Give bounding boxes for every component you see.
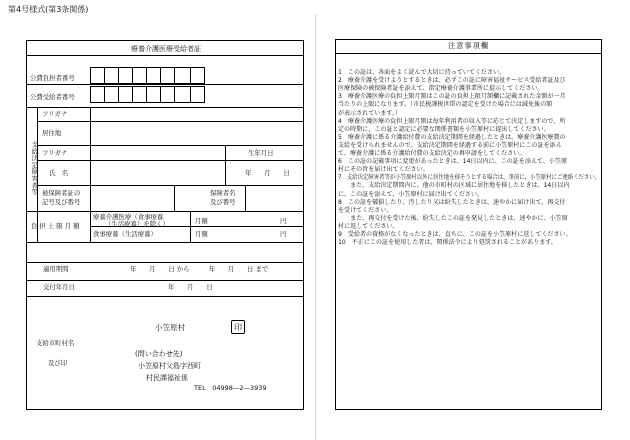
page-fold-line	[315, 14, 316, 440]
row-divider	[38, 121, 304, 122]
note-line: 当たりの上限になります。（市民税課税世帯の認定を受けた場合には減免後の額	[338, 101, 553, 109]
birthdate-value: 年 月 日	[245, 169, 290, 177]
yen-label: 円	[280, 217, 287, 225]
contact-heading: (問い合わせ先)	[135, 350, 183, 358]
note-line: 6 この証の記載事項に変更があったときは、14日以内に、この証を添えて、小笠原	[338, 158, 568, 166]
application-period-value: 年 月 日 から 年 月 日 まで	[130, 265, 269, 273]
issue-date-value: 年 月 日	[168, 283, 213, 291]
note-line: 村に返してください。	[338, 222, 399, 230]
monthly-label: 月額	[195, 217, 208, 225]
limit-medical-label: （生活療養）を除く）	[105, 220, 169, 228]
note-line: 7 支給決定障害者等が小笠原村以外に居住地を移そうとする場合は、事前に、小笠原村にご連絡ください。	[338, 174, 601, 182]
birthdate-label: 生年月日	[248, 149, 274, 157]
application-period-label: 適用期間	[43, 265, 69, 273]
municipality-label: 支給市町村名	[36, 339, 75, 347]
contact-address: 小笠原村父島字西町	[138, 362, 201, 370]
contact-phone: TEL 04998―2―3939	[194, 384, 267, 392]
row-divider	[26, 296, 304, 297]
note-line: 2 療養介護を受けようとするときは、必ずこの証に障害福祉サービス受給者証及び	[338, 77, 566, 85]
side-label-recipient: 支給決定障害者等	[30, 141, 38, 196]
row-divider	[26, 107, 304, 108]
insurer-column-divider	[174, 185, 175, 211]
row-divider	[38, 160, 304, 161]
note-line: て、療養介護に係る介護給付費の支給決定の再申請をしてください。	[338, 150, 526, 157]
note-line: 1 この証は、各面をよく読んで大切に持っていてください。	[338, 69, 506, 76]
insured-card-label: 記号及び番号	[42, 198, 81, 206]
insurer-name-label: 及び番号	[210, 198, 236, 206]
yen-label: 円	[280, 230, 287, 238]
limit-meal-label: 食事療養（生活療養）	[93, 230, 157, 238]
row-divider	[26, 262, 304, 263]
certificate-title: 療養介護医療受給者証	[131, 45, 201, 53]
note-line: に、この証を添えて、小笠原村に届け出てください。	[338, 190, 484, 198]
note-line: を受けてください。	[338, 206, 393, 214]
issue-date-label: 交付年月日	[43, 283, 75, 291]
note-line: 5 療養介護に係る介護給付費の支給決定期間を経過したときは、療養介護医療費の	[338, 133, 566, 141]
note-line: 定の時期に、この証と認定に必要な関係書類を小笠原村に提出してください。	[338, 125, 550, 133]
public-payer-number-boxes	[90, 67, 205, 84]
note-line: 8 この証を破損したり、汚したり又は紛失したときは、速やかに届け出て、再交付	[338, 198, 566, 206]
note-line: また、再交付を受けた後、紛失したこの証を発見したときは、速やかに、小笠原	[338, 214, 568, 222]
name-label: 氏 名	[49, 169, 69, 177]
monthly-label: 月額	[195, 230, 208, 238]
contact-department: 村民課福祉係	[146, 374, 188, 382]
row-divider	[26, 84, 304, 85]
note-line: 4 療養介護医療の負担上限月額は毎年利用者の収入等に応じて決定しますので、所	[338, 117, 566, 125]
note-line: 支給を受けられませんので、支給決定期間を経過する前に小笠原村にこの証を添え	[338, 141, 562, 149]
birthdate-column-divider	[225, 145, 226, 185]
address-label: 居住地	[42, 129, 62, 137]
row-divider	[26, 242, 304, 243]
furigana-label: フリガナ	[42, 110, 68, 118]
public-recipient-number-boxes	[90, 86, 205, 103]
note-line: 10 不正にこの証を使用した者は、関係法令により処罰されることがあります。	[338, 239, 557, 247]
note-line: が表示されています。）	[338, 109, 402, 117]
insured-card-label: 被保険者証の	[42, 189, 81, 197]
official-seal-mark: 印	[231, 320, 245, 334]
furigana-label: フリガナ	[42, 149, 68, 157]
row-divider	[26, 280, 304, 281]
form-number-label: 第4号様式(第3条関係)	[8, 5, 89, 14]
village-name: 小笠原村	[155, 323, 185, 332]
limit-label-divider	[190, 211, 191, 242]
public-recipient-number-label: 公費受給者番号	[30, 93, 75, 101]
monthly-limit-label: 負 担 上 限 月 額	[31, 222, 80, 230]
row-divider	[38, 185, 304, 186]
seal-label: 及び印	[48, 359, 68, 367]
label-column-divider	[90, 107, 91, 242]
limit-medical-label: 療養介護医療（食事療養	[93, 213, 164, 221]
row-divider	[26, 211, 304, 212]
public-payer-number-label: 公費負担者番号	[30, 74, 75, 82]
note-line: 村にその旨を届け出てください。	[338, 166, 429, 174]
note-line: 9 受給者の資格がなくなったときは、直ちに、この証を小笠原村に返してください。	[338, 231, 572, 238]
divider	[26, 55, 304, 56]
note-line: 3 療養介護医療の負担上限月額はこの証の負担上限月額欄に記載された金額が一月	[338, 93, 566, 101]
row-divider	[38, 145, 304, 146]
insurer-column-divider	[245, 185, 246, 211]
notes-title: 注意事項欄	[335, 39, 602, 54]
note-line: また、支給決定期間内に、他の市町村の区域に居住地を移したときは、14日以内	[338, 182, 570, 190]
note-line: 医療保険の被保険者証を添えて、指定療養介護事業所に提示してください。	[338, 85, 544, 93]
insurer-name-label: 保険者名	[210, 189, 236, 197]
